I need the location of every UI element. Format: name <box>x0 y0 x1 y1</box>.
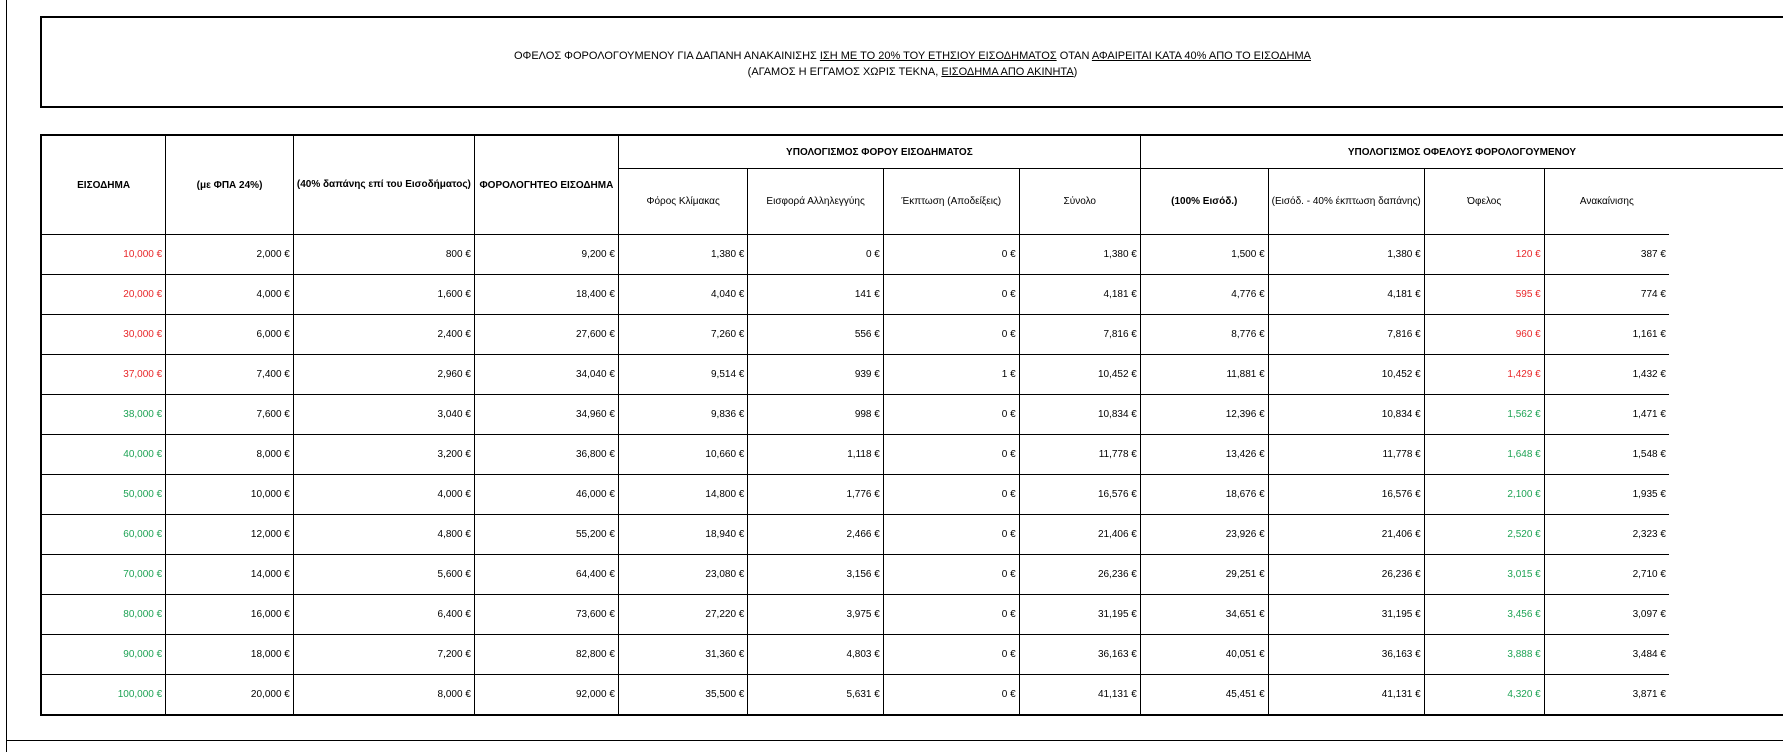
cell-scale-tax: 9,836 € <box>618 395 747 435</box>
cell-total: 21,406 € <box>1019 515 1140 555</box>
cell-full-income: 1,500 € <box>1140 235 1268 275</box>
cell-scale-tax: 27,220 € <box>618 595 747 635</box>
cell-renovation: 1,471 € <box>1544 395 1669 435</box>
cell-scale-tax: 23,080 € <box>618 555 747 595</box>
cell-full-income: 12,396 € <box>1140 395 1268 435</box>
title-1-part-a: ΟΦΕΛΟΣ ΦΟΡΟΛΟΓΟΥΜΕΝΟΥ ΓΙΑ ΔΑΠΑΝΗ ΑΝΑΚΑΙΝΙΣΗΣ <box>513 50 820 62</box>
cell-benefit: 1,429 € <box>1424 355 1544 395</box>
cell-scale-tax: 9,514 € <box>618 355 747 395</box>
cell-deduction: 0 € <box>883 635 1019 675</box>
cell-benefit: 3,888 € <box>1424 635 1544 675</box>
header-benefit: Όφελος <box>1424 169 1544 235</box>
cell-solidarity: 1,118 € <box>748 435 883 475</box>
header-vat: (με ΦΠΑ 24%) <box>166 135 294 235</box>
cell-solidarity: 5,631 € <box>748 675 883 716</box>
cell-renovation: 3,871 € <box>1544 675 1669 716</box>
cell-deduction: 0 € <box>883 395 1019 435</box>
cell-scale-tax: 35,500 € <box>618 675 747 716</box>
cell-income: 38,000 € <box>41 395 166 435</box>
cell-benefit: 2,100 € <box>1424 475 1544 515</box>
cell-renovation: 1,161 € <box>1544 315 1669 355</box>
cell-total: 11,778 € <box>1019 435 1140 475</box>
cell-expense-40: 4,000 € <box>293 475 474 515</box>
cell-full-income: 34,651 € <box>1140 595 1268 635</box>
table-row <box>41 315 1783 355</box>
cell-expense-40: 3,040 € <box>293 395 474 435</box>
cell-vat: 2,000 € <box>166 235 294 275</box>
cell-income: 90,000 € <box>41 635 166 675</box>
table-row <box>41 395 1783 435</box>
table-row <box>41 595 1783 635</box>
cell-benefit: 960 € <box>1424 315 1544 355</box>
cell-income: 50,000 € <box>41 475 166 515</box>
cell-total: 41,131 € <box>1019 675 1140 716</box>
cell-income-minus: 4,181 € <box>1268 275 1424 315</box>
header-income: ΕΙΣΟΔΗΜΑ <box>41 135 166 235</box>
table-row <box>41 555 1783 595</box>
cell-income: 80,000 € <box>41 595 166 635</box>
header-deduction: Έκπτωση (Αποδείξεις) <box>883 169 1019 235</box>
cell-deduction: 0 € <box>883 515 1019 555</box>
cell-vat: 10,000 € <box>166 475 294 515</box>
header-taxable-income: ΦΟΡΟΛΟΓΗΤΕΟ ΕΙΣΟΔΗΜΑ <box>474 135 618 235</box>
cell-income: 100,000 € <box>41 675 166 716</box>
cell-deduction: 0 € <box>883 595 1019 635</box>
cell-income-minus: 10,834 € <box>1268 395 1424 435</box>
header-group-benefit: ΥΠΟΛΟΓΙΣΜΟΣ ΟΦΕΛΟΥΣ ΦΟΡΟΛΟΓΟΥΜΕΝΟΥ <box>1140 135 1783 169</box>
cell-renovation: 2,323 € <box>1544 515 1669 555</box>
table-row <box>41 635 1783 675</box>
cell-benefit: 3,015 € <box>1424 555 1544 595</box>
cell-renovation: 1,548 € <box>1544 435 1669 475</box>
cell-scale-tax: 7,260 € <box>618 315 747 355</box>
document-title-box <box>40 16 1783 108</box>
cell-renovation: 3,484 € <box>1544 635 1669 675</box>
cell-total: 16,576 € <box>1019 475 1140 515</box>
cell-taxable: 92,000 € <box>474 675 618 716</box>
cell-income: 40,000 € <box>41 435 166 475</box>
cell-scale-tax: 31,360 € <box>618 635 747 675</box>
table-row <box>41 475 1783 515</box>
cell-full-income: 13,426 € <box>1140 435 1268 475</box>
cell-solidarity: 3,156 € <box>748 555 883 595</box>
cell-full-income: 18,676 € <box>1140 475 1268 515</box>
cell-full-income: 23,926 € <box>1140 515 1268 555</box>
cell-deduction: 0 € <box>883 475 1019 515</box>
title-2-part-c: ) <box>1073 66 1078 78</box>
cell-full-income: 40,051 € <box>1140 635 1268 675</box>
cell-full-income: 45,451 € <box>1140 675 1268 716</box>
header-group-tax: ΥΠΟΛΟΓΙΣΜΟΣ ΦΟΡΟΥ ΕΙΣΟΔΗΜΑΤΟΣ <box>618 135 1140 169</box>
cell-total: 7,816 € <box>1019 315 1140 355</box>
cell-income-minus: 36,163 € <box>1268 635 1424 675</box>
page-bottom-border <box>6 740 1783 741</box>
cell-total: 36,163 € <box>1019 635 1140 675</box>
title-1-part-b: ΙΣΗ ΜΕ ΤΟ 20% ΤΟΥ ΕΤΗΣΙΟΥ ΕΙΣΟΔΗΜΑΤΟΣ <box>819 50 1057 62</box>
cell-benefit: 2,520 € <box>1424 515 1544 555</box>
cell-vat: 20,000 € <box>166 675 294 716</box>
cell-solidarity: 4,803 € <box>748 635 883 675</box>
cell-full-income: 11,881 € <box>1140 355 1268 395</box>
cell-solidarity: 141 € <box>748 275 883 315</box>
cell-expense-40: 3,200 € <box>293 435 474 475</box>
title-1-part-d: ΑΦΑΙΡΕΙΤΑΙ ΚΑΤΑ 40% ΑΠΟ ΤΟ ΕΙΣΟΔΗΜΑ <box>1091 50 1311 62</box>
header-total: Σύνολο <box>1019 169 1140 235</box>
cell-vat: 8,000 € <box>166 435 294 475</box>
cell-taxable: 27,600 € <box>474 315 618 355</box>
cell-taxable: 36,800 € <box>474 435 618 475</box>
cell-vat: 12,000 € <box>166 515 294 555</box>
cell-full-income: 29,251 € <box>1140 555 1268 595</box>
cell-vat: 6,000 € <box>166 315 294 355</box>
cell-full-income: 4,776 € <box>1140 275 1268 315</box>
cell-expense-40: 1,600 € <box>293 275 474 315</box>
cell-vat: 4,000 € <box>166 275 294 315</box>
cell-income-minus: 21,406 € <box>1268 515 1424 555</box>
title-1-part-c: ΟΤΑΝ <box>1056 50 1092 62</box>
cell-deduction: 0 € <box>883 555 1019 595</box>
cell-deduction: 0 € <box>883 315 1019 355</box>
cell-income: 60,000 € <box>41 515 166 555</box>
cell-income: 30,000 € <box>41 315 166 355</box>
cell-income-minus: 10,452 € <box>1268 355 1424 395</box>
cell-benefit: 3,456 € <box>1424 595 1544 635</box>
page-left-border <box>6 0 7 752</box>
cell-expense-40: 800 € <box>293 235 474 275</box>
cell-taxable: 18,400 € <box>474 275 618 315</box>
cell-income: 70,000 € <box>41 555 166 595</box>
cell-taxable: 73,600 € <box>474 595 618 635</box>
cell-total: 1,380 € <box>1019 235 1140 275</box>
cell-taxable: 34,040 € <box>474 355 618 395</box>
header-expense-40: (40% δαπάνης επί του Εισοδήματος) <box>293 135 474 235</box>
header-income-minus: (Εισόδ. - 40% έκπτωση δαπάνης) <box>1268 169 1424 235</box>
cell-solidarity: 1,776 € <box>748 475 883 515</box>
cell-expense-40: 7,200 € <box>293 635 474 675</box>
cell-income-minus: 26,236 € <box>1268 555 1424 595</box>
cell-total: 26,236 € <box>1019 555 1140 595</box>
cell-expense-40: 6,400 € <box>293 595 474 635</box>
cell-income-minus: 1,380 € <box>1268 235 1424 275</box>
cell-income-minus: 11,778 € <box>1268 435 1424 475</box>
cell-scale-tax: 14,800 € <box>618 475 747 515</box>
table-row <box>41 675 1783 716</box>
cell-scale-tax: 10,660 € <box>618 435 747 475</box>
cell-vat: 7,400 € <box>166 355 294 395</box>
cell-income: 10,000 € <box>41 235 166 275</box>
cell-benefit: 1,562 € <box>1424 395 1544 435</box>
header-full-income: (100% Εισόδ.) <box>1140 169 1268 235</box>
cell-renovation: 2,710 € <box>1544 555 1669 595</box>
table-row <box>41 275 1783 315</box>
cell-full-income: 8,776 € <box>1140 315 1268 355</box>
cell-expense-40: 2,400 € <box>293 315 474 355</box>
cell-scale-tax: 1,380 € <box>618 235 747 275</box>
cell-deduction: 0 € <box>883 235 1019 275</box>
tax-benefit-table <box>40 134 1783 716</box>
cell-benefit: 4,320 € <box>1424 675 1544 716</box>
cell-taxable: 55,200 € <box>474 515 618 555</box>
cell-income-minus: 41,131 € <box>1268 675 1424 716</box>
cell-expense-40: 2,960 € <box>293 355 474 395</box>
cell-vat: 16,000 € <box>166 595 294 635</box>
table-row <box>41 355 1783 395</box>
cell-benefit: 120 € <box>1424 235 1544 275</box>
cell-income-minus: 7,816 € <box>1268 315 1424 355</box>
cell-vat: 7,600 € <box>166 395 294 435</box>
cell-taxable: 46,000 € <box>474 475 618 515</box>
table-row <box>41 235 1783 275</box>
cell-renovation: 387 € <box>1544 235 1669 275</box>
cell-benefit: 1,648 € <box>1424 435 1544 475</box>
cell-renovation: 1,935 € <box>1544 475 1669 515</box>
title-2-part-b: ΕΙΣΟΔΗΜΑ ΑΠΟ ΑΚΙΝΗΤΑ <box>941 66 1074 78</box>
table-body <box>41 235 1783 716</box>
cell-renovation: 3,097 € <box>1544 595 1669 635</box>
cell-solidarity: 3,975 € <box>748 595 883 635</box>
cell-solidarity: 939 € <box>748 355 883 395</box>
cell-income: 37,000 € <box>41 355 166 395</box>
cell-vat: 14,000 € <box>166 555 294 595</box>
cell-total: 4,181 € <box>1019 275 1140 315</box>
cell-taxable: 82,800 € <box>474 635 618 675</box>
cell-solidarity: 0 € <box>748 235 883 275</box>
cell-benefit: 595 € <box>1424 275 1544 315</box>
cell-taxable: 34,960 € <box>474 395 618 435</box>
cell-deduction: 0 € <box>883 675 1019 716</box>
cell-taxable: 64,400 € <box>474 555 618 595</box>
table-row <box>41 435 1783 475</box>
table-row <box>41 515 1783 555</box>
cell-solidarity: 998 € <box>748 395 883 435</box>
title-2-part-a: (ΑΓΑΜΟΣ Η ΕΓΓΑΜΟΣ ΧΩΡΙΣ ΤΕΚΝΑ, <box>747 66 942 78</box>
title-line-2 <box>42 64 1783 80</box>
cell-scale-tax: 4,040 € <box>618 275 747 315</box>
title-line-1 <box>42 48 1783 64</box>
header-solidarity: Εισφορά Αλληλεγγύης <box>748 169 883 235</box>
cell-deduction: 1 € <box>883 355 1019 395</box>
cell-expense-40: 5,600 € <box>293 555 474 595</box>
cell-expense-40: 4,800 € <box>293 515 474 555</box>
header-renovation: Ανακαίνισης <box>1544 169 1669 235</box>
cell-vat: 18,000 € <box>166 635 294 675</box>
cell-deduction: 0 € <box>883 435 1019 475</box>
cell-renovation: 1,432 € <box>1544 355 1669 395</box>
header-scale-tax: Φόρος Κλίμακας <box>618 169 747 235</box>
cell-income: 20,000 € <box>41 275 166 315</box>
cell-income-minus: 16,576 € <box>1268 475 1424 515</box>
cell-income-minus: 31,195 € <box>1268 595 1424 635</box>
cell-deduction: 0 € <box>883 275 1019 315</box>
cell-solidarity: 556 € <box>748 315 883 355</box>
cell-total: 10,452 € <box>1019 355 1140 395</box>
cell-total: 10,834 € <box>1019 395 1140 435</box>
cell-taxable: 9,200 € <box>474 235 618 275</box>
cell-expense-40: 8,000 € <box>293 675 474 716</box>
cell-solidarity: 2,466 € <box>748 515 883 555</box>
cell-scale-tax: 18,940 € <box>618 515 747 555</box>
cell-total: 31,195 € <box>1019 595 1140 635</box>
cell-renovation: 774 € <box>1544 275 1669 315</box>
